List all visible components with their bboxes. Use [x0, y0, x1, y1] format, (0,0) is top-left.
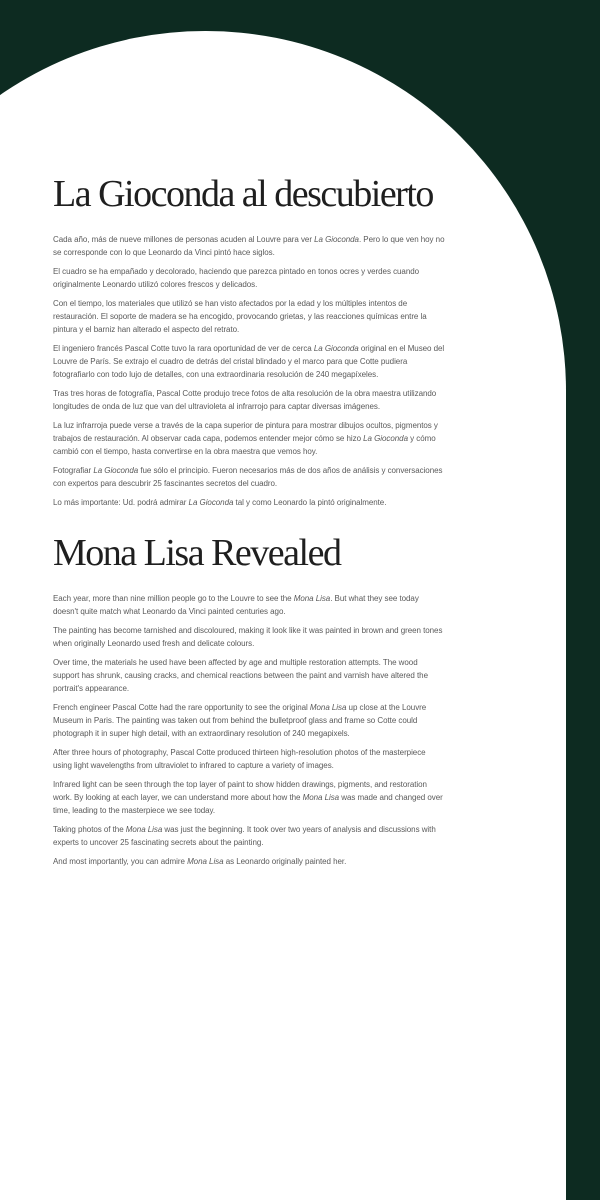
paragraph-text: Each year, more than nine million people go to the Louvre to see the [53, 594, 294, 603]
artwork-title-italic: Mona Lisa [302, 793, 340, 802]
paragraph-text: Taking photos of the [53, 825, 126, 834]
paragraph-text: La luz infrarroja puede verse a través de la capa superior de pintura para mostrar dibujos ocultos, pigmentos y trabajos de restauración. Al observar cada capa, podemos entender mejor cómo se hizo [53, 421, 438, 443]
paragraph-text: y cómo cambió con el tiempo, hasta convertirse en la obra maestra que vemos hoy. [53, 434, 436, 456]
paragraph-text: Over time, the materials he used have been affected by age and multiple restoration attempts. The wood support has shrunk, causing cracks, and chemical reactions between the paint and varnish have altered the portrait's appearance. [53, 658, 428, 693]
section-english [53, 531, 445, 868]
paragraph [53, 464, 445, 490]
section-body-english [53, 592, 445, 868]
paragraph-text: French engineer Pascal Cotte had the rare opportunity to see the original [53, 703, 310, 712]
paragraph-text: was just the beginning. It took over two years of analysis and discussions with experts to uncover 25 fascinating secrets about the painting. [53, 825, 436, 847]
paragraph-text: Lo más importante: Ud. podrá admirar [53, 498, 189, 507]
paragraph [53, 701, 445, 740]
paragraph-text: . But what they see today doesn't quite match what Leonardo da Vinci painted centuries ago. [53, 594, 419, 616]
paragraph-text: El cuadro se ha empañado y decolorado, haciendo que parezca pintado en tonos ocres y verdes cuando originalmente Leonardo utilizó colores frescos y delicados. [53, 267, 420, 289]
paragraph [53, 855, 445, 868]
paragraph [53, 496, 445, 509]
artwork-title-italic: Mona Lisa [125, 825, 163, 834]
artwork-title-italic: Mona Lisa [293, 594, 331, 603]
artwork-title-italic: La Gioconda [314, 235, 359, 244]
paragraph-text: El ingeniero francés Pascal Cotte tuvo la rara oportunidad de ver de cerca [53, 344, 314, 353]
paragraph-text: was made and changed over time, leading to the masterpiece we see today. [53, 793, 443, 815]
section-title-english: Mona Lisa Revealed [53, 532, 341, 574]
artwork-title-italic: La Gioconda [363, 434, 408, 443]
paragraph [53, 342, 445, 381]
paragraph [53, 624, 445, 650]
artwork-title-italic: La Gioconda [313, 344, 359, 353]
artwork-title-italic: Mona Lisa [309, 703, 347, 712]
paragraph-text: . Pero lo que ven hoy no se corresponde con lo que Leonardo da Vinci pintó hace siglos. [53, 235, 445, 257]
section-body-spanish [53, 233, 445, 509]
paragraph [53, 419, 445, 458]
paragraph-text: After three hours of photography, Pascal Cotte produced thirteen high-resolution photos of the masterpiece using light wavelengths from ultraviolet to infrared to capture a variety of images. [53, 748, 426, 770]
paragraph-text: as Leonardo originally painted her. [223, 857, 347, 866]
paragraph [53, 823, 445, 849]
artwork-title-italic: La Gioconda [188, 498, 234, 507]
paragraph-text: Cada año, más de nueve millones de personas acuden al Louvre para ver [53, 235, 315, 244]
paragraph [53, 746, 445, 772]
section-title-spanish: La Gioconda al descubierto [53, 173, 433, 215]
paragraph-text: up close at the Louvre Museum in Paris. The painting was taken out from behind the bulletproof glass and frame so Cotte could photograph it in super high detail, with an extraordinary resolution of 240 megapixels. [53, 703, 427, 738]
paragraph-text: fue sólo el principio. Fueron necesarios más de dos años de análisis y conversaciones con expertos para descubrir 25 fascinantes secretos del cuadro. [53, 466, 443, 488]
artwork-title-italic: Mona Lisa [187, 857, 224, 866]
paragraph [53, 297, 445, 336]
paragraph-text: tal y como Leonardo la pintó originalmente. [233, 498, 387, 507]
paragraph-text: Con el tiempo, los materiales que utilizó se han visto afectados por la edad y los múltiples intentos de restauración. El soporte de madera se ha encogido, provocando grietas, y las reacciones químicas entre la pintura y el barniz han alterado el aspecto del retrato. [53, 299, 427, 334]
article-content [53, 172, 445, 874]
artwork-title-italic: La Gioconda [93, 466, 139, 475]
paragraph-text: Fotografiar [53, 466, 94, 475]
section-spanish [53, 172, 445, 509]
paragraph [53, 233, 445, 259]
paragraph-text: Infrared light can be seen through the top layer of paint to show hidden drawings, pigments, and restoration work. By looking at each layer, we can understand more about how the [53, 780, 427, 802]
paragraph-text: The painting has become tarnished and discoloured, making it look like it was painted in brown and green tones when originally Leonardo used fresh and delicate colours. [53, 626, 443, 648]
paragraph [53, 656, 445, 695]
paragraph [53, 778, 445, 817]
paragraph [53, 592, 445, 618]
paragraph-text: original en el Museo del Louvre de París. Se extrajo el cuadro de detrás del cristal blindado y el marco para que Cotte pudiera fotografiarlo con todo lujo de detalles, con una extraordinaria resolución de 240 megapíxeles. [53, 344, 445, 379]
paragraph [53, 387, 445, 413]
paragraph-text: And most importantly, you can admire [53, 857, 188, 866]
paragraph [53, 265, 445, 291]
paragraph-text: Tras tres horas de fotografía, Pascal Cotte produjo trece fotos de alta resolución de la obra maestra utilizando longitudes de onda de luz que van del ultravioleta al infrarrojo para captar diversas imágenes. [53, 389, 437, 411]
